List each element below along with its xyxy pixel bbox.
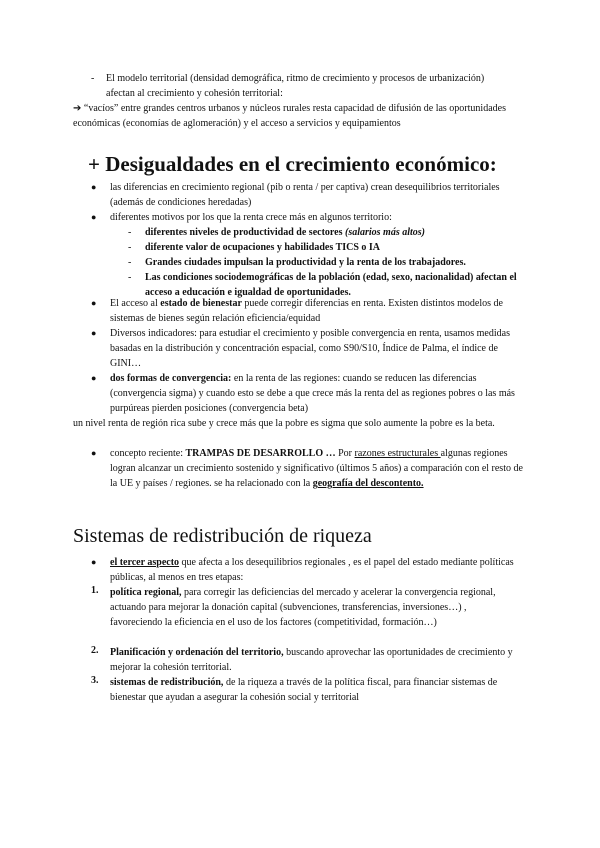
bullet-icon: ● xyxy=(91,328,97,338)
text-fragment: en la renta de las regiones: cuando se reducen las diferencias (convergencia sigma) y cuando esto se debe a que crece más la renta del as regiones pobres o las más purpúreas pierden posiciones (convergencia beta) xyxy=(110,373,515,414)
list-number: 1. xyxy=(91,585,99,596)
bullet-icon: ● xyxy=(91,298,97,308)
text-fragment: de la riqueza a través de la política fiscal, para financiar sistemas de bienestar que ayudan a asegurar la cohesión social y territorial xyxy=(110,677,498,703)
bold-term: TRAMPAS DE DESARROLLO … xyxy=(185,448,336,459)
bullet-icon: ● xyxy=(91,448,97,458)
sub-item-productividad xyxy=(145,225,515,240)
bullet-icon: ● xyxy=(91,212,97,222)
arrow-text: “vacíos” entre grandes centros urbanos y núcleos rurales resta capacidad de difusión de las oportunidades económicas (economías de aglomeración) y el acceso a servicios y equipamientos xyxy=(73,103,506,129)
bullet-icon: ● xyxy=(91,557,97,567)
bullet-trampas-desarrollo xyxy=(110,446,528,491)
sub-item-sociodemograficas: Las condiciones sociodemográficas de la población (edad, sexo, nacionalidad) afectan el acceso a educación e igualdad de oportunidades. xyxy=(145,272,517,298)
text-fragment: puede corregir diferencias en renta. Existen distintos modelos de sistemas de bienes según relación eficiencia/equidad xyxy=(110,298,503,324)
numbered-item-planificacion xyxy=(110,645,530,675)
sub-item-italic: (salarios más altos) xyxy=(345,227,426,238)
bold-underlined-term: el tercer aspecto xyxy=(110,557,180,568)
list-number: 3. xyxy=(91,675,99,686)
sub-dash: - xyxy=(128,257,132,268)
text-fragment: Por xyxy=(335,448,355,459)
section-heading-redistribucion: Sistemas de redistribución de riqueza xyxy=(73,525,372,547)
sub-item-ocupaciones: diferente valor de ocupaciones y habilidades TICS o IA xyxy=(145,242,381,253)
section-heading-desigualdades: + Desigualdades en el crecimiento económico: xyxy=(88,152,497,176)
sub-dash: - xyxy=(128,272,132,283)
intro-arrow-paragraph xyxy=(73,101,513,131)
sub-dash: - xyxy=(128,242,132,253)
bold-term: dos formas de convergencia: xyxy=(110,373,232,384)
bullet-diferencias: las diferencias en crecimiento regional (pib o renta / per captiva) crean desequilibrios territoriales (además de condiciones heredadas) xyxy=(110,182,500,208)
bullet-estado-bienestar xyxy=(110,296,510,326)
free-paragraph-sigma-beta: un nivel renta de región rica sube y crece más que la pobre es sigma que solo aumente la pobre es la beta. xyxy=(73,418,495,429)
text-fragment: concepto reciente: xyxy=(110,448,186,459)
text-fragment: para corregir las deficiencias del mercado y acelerar la convergencia regional, actuando para mejorar la donación capital (subvenciones, transferencias, inversiones…) , favoreciendo la eficiencia en el uso de los factores (competitividad, formación…) xyxy=(110,587,496,628)
bold-term: estado de bienestar xyxy=(160,298,242,309)
intro-item: El modelo territorial (densidad demográfica, ritmo de crecimiento y procesos de urbanización) afectan al crecimiento y cohesión territorial: xyxy=(106,73,485,99)
list-number: 2. xyxy=(91,645,99,656)
list-dash: - xyxy=(91,73,95,84)
text-fragment: El acceso al xyxy=(110,298,161,309)
bullet-indicadores: Diversos indicadores: para estudiar el crecimiento y posible convergencia en renta, usamos medidas basadas en la distribución y concentración espacial, como S90/S10, Índice de Palma, el índice de GINI… xyxy=(110,328,510,369)
bold-term: sistemas de redistribución, xyxy=(110,677,224,688)
numbered-item-politica-regional xyxy=(110,585,515,630)
bold-underlined-term: geografía del descontento. xyxy=(312,478,424,489)
text-fragment: que afecta a los desequilibrios regionales , es el papel del estado mediante políticas públicas, al menos en tres etapas: xyxy=(110,557,514,583)
sub-dash: - xyxy=(128,227,132,238)
bold-term: Planificación y ordenación del territorio, xyxy=(110,647,284,658)
sub-item-ciudades: Grandes ciudades impulsan la productividad y la renta de los trabajadores. xyxy=(145,257,466,268)
arrow-icon: ➔ xyxy=(73,103,82,114)
text-fragment: algunas regiones logran alcanzar un crecimiento sostenido y significativo (últimos 5 años) a comparación con el resto de la UE y países / regiones. se ha relacionado con la xyxy=(110,448,523,489)
bullet-icon: ● xyxy=(91,373,97,383)
bullet-icon: ● xyxy=(91,182,97,192)
bullet-convergencia xyxy=(110,371,528,416)
numbered-item-redistribucion xyxy=(110,675,530,705)
sub-item-text: diferentes niveles de productividad de sectores xyxy=(145,227,343,238)
underlined-term: razones estructurales xyxy=(354,448,441,459)
text-fragment: buscando aprovechar las oportunidades de crecimiento y mejorar la cohesión territorial. xyxy=(110,647,513,673)
bold-term: política regional, xyxy=(110,587,182,598)
bullet-motivos: diferentes motivos por los que la renta crece más en algunos territorio: xyxy=(110,212,392,223)
bullet-tercer-aspecto xyxy=(110,555,520,585)
